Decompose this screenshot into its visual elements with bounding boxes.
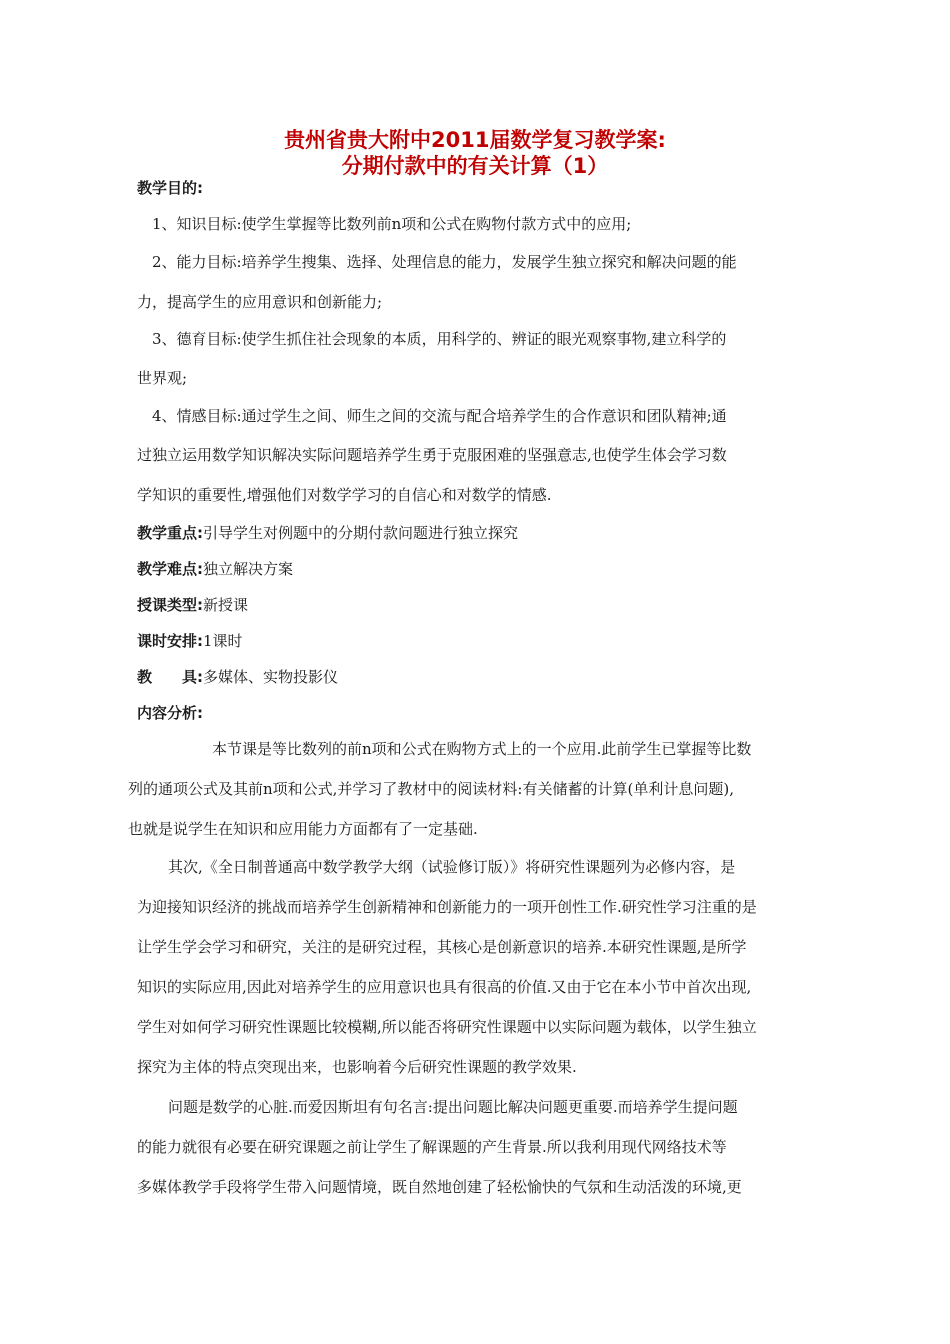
analysis-line: 其次,《全日制普通高中数学教学大纲（试验修订版）》将研究性课题列为必修内容，是 — [168, 858, 736, 876]
objective-line: 2、能力目标:培养学生搜集、选择、处理信息的能力，发展学生独立探究和解决问题的能 — [152, 253, 737, 271]
analysis-line: 让学生学会学习和研究，关注的是研究过程，其核心是创新意识的培养.本研究性课题,是所学 — [137, 938, 747, 956]
lesson-hours-label: 课时安排: — [137, 632, 203, 650]
objective-line: 学知识的重要性,增强他们对数学学习的自信心和对数学的情感. — [137, 486, 552, 504]
objective-line: 1、知识目标:使学生掌握等比数列前n项和公式在购物付款方式中的应用; — [152, 215, 632, 233]
teaching-difficulty-row — [137, 559, 293, 579]
objective-line: 力，提高学生的应用意识和创新能力; — [137, 293, 383, 311]
teaching-tools-label-a: 教 — [137, 668, 153, 686]
analysis-line: 的能力就很有必要在研究课题之前让学生了解课题的产生背景.所以我利用现代网络技术等 — [137, 1138, 727, 1156]
objective-line: 世界观; — [137, 369, 188, 387]
analysis-line: 也就是说学生在知识和应用能力方面都有了一定基础. — [128, 820, 478, 838]
analysis-line: 问题是数学的心脏.而爱因斯坦有句名言:提出问题比解决问题更重要.而培养学生提问题 — [168, 1098, 738, 1116]
lesson-type-row — [137, 595, 248, 615]
analysis-line: 本节课是等比数列的前n项和公式在购物方式上的一个应用.此前学生已掌握等比数 — [212, 740, 752, 758]
lesson-type-label: 授课类型: — [137, 596, 203, 614]
document-title-line2: 分期付款中的有关计算（1） — [341, 154, 609, 178]
teaching-tools-row — [137, 667, 338, 687]
objectives-heading: 教学目的: — [137, 179, 203, 197]
objective-line: 过独立运用数学知识解决实际问题培养学生勇于克服困难的坚强意志,也使学生体会学习数 — [137, 446, 727, 464]
teaching-difficulty-label: 教学难点: — [137, 560, 203, 578]
analysis-line: 学生对如何学习研究性课题比较模糊,所以能否将研究性课题中以实际问题为载体，以学生独立 — [137, 1018, 757, 1036]
lesson-hours-value: 1课时 — [203, 632, 243, 650]
teaching-focus-row — [137, 523, 518, 543]
document-title-line1: 贵州省贵大附中2011届数学复习教学案: — [284, 128, 666, 152]
analysis-line: 列的通项公式及其前n项和公式,并学习了教材中的阅读材料:有关储蓄的计算(单利计息问题), — [128, 780, 734, 798]
teaching-focus-value: 引导学生对例题中的分期付款问题进行独立探究 — [203, 524, 519, 542]
content-analysis-heading: 内容分析: — [137, 704, 203, 722]
teaching-tools-value: 多媒体、实物投影仪 — [203, 668, 339, 686]
objective-line: 3、德育目标:使学生抓住社会现象的本质，用科学的、辨证的眼光观察事物,建立科学的 — [152, 330, 727, 348]
lesson-type-value: 新授课 — [203, 596, 249, 614]
analysis-line: 知识的实际应用,因此对培养学生的应用意识也具有很高的价值.又由于它在本小节中首次出现, — [137, 978, 752, 996]
teaching-focus-label: 教学重点: — [137, 524, 203, 542]
teaching-difficulty-value: 独立解决方案 — [203, 560, 294, 578]
analysis-line: 探究为主体的特点突现出来，也影响着今后研究性课题的教学效果. — [137, 1058, 577, 1076]
objective-line: 4、情感目标:通过学生之间、师生之间的交流与配合培养学生的合作意识和团队精神;通 — [152, 407, 727, 425]
lesson-hours-row — [137, 631, 243, 651]
analysis-line: 为迎接知识经济的挑战而培养学生创新精神和创新能力的一项开创性工作.研究性学习注重的是 — [137, 898, 757, 916]
teaching-tools-label-b: 具: — [182, 668, 204, 686]
analysis-line: 多媒体教学手段将学生带入问题情境，既自然地创建了轻松愉快的气氛和生动活泼的环境,更 — [137, 1178, 742, 1196]
